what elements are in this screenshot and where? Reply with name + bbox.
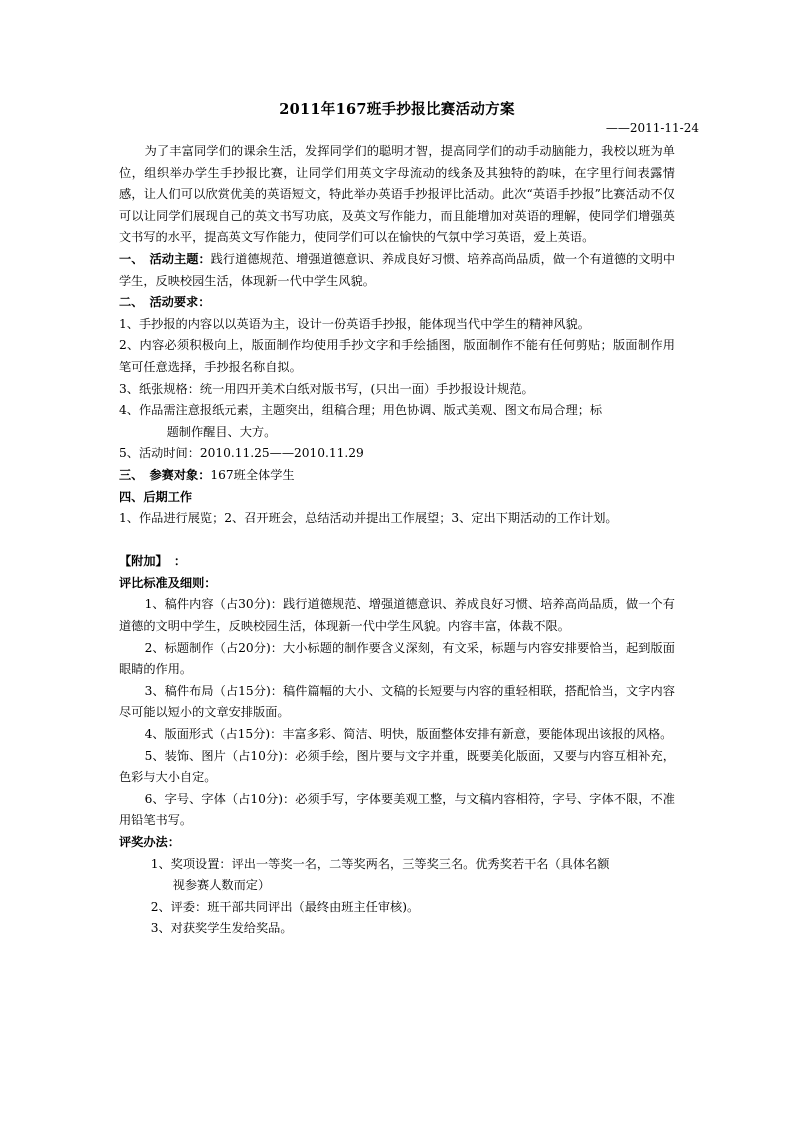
section-theme-label: 一、 活动主题：: [119, 251, 211, 266]
intro-paragraph: 为了丰富同学们的课余生活，发挥同学们的聪明才智，提高同学们的动手动脑能力，我校以班为单位，组织举办学生手抄报比赛，让同学们用英文字母流动的线条及其独特的韵味，在字里行间表露情感，让人们可以欣赏优美的英语短文，特此举办英语手抄报评比活动。此次“英语手抄报”比赛活动不仅可以让同学们展现自己的英文书写功底，及英文写作能力，而且能增加对英语的理解，使同学们增强英文书写的水平，提高英文写作能力，使同学们可以在愉快的气氛中学习英语，爱上英语。: [119, 144, 675, 245]
section-participants-label: 三、 参赛对象：: [119, 467, 211, 482]
award-title: 评奖办法：: [119, 835, 180, 849]
document-body: [119, 141, 675, 940]
section-followup-label: 四、后期工作: [119, 489, 193, 504]
requirement-item: 2、内容必须积极向上，版面制作均使用手抄文字和手绘插图，版面制作不能有任何剪贴；版面制作用笔可任意选择，手抄报名称自拟。: [119, 338, 675, 374]
award-item: 2、评委：班干部共同评出（最终由班主任审核)。: [150, 899, 420, 914]
section-requirements-label: 二、 活动要求：: [119, 295, 211, 310]
criteria-item: 2、标题制作（占20分)：大小标题的制作要含义深刻，有文采，标题与内容安排要恰当，起到版面眼睛的作用。: [119, 640, 675, 677]
criteria-item: 1、稿件内容（占30分)：践行道德规范、增强道德意识、养成良好习惯、培养高尚品质，做一个有道德的文明中学生，反映校园生活，体现新一代中学生风貌。内容丰富，体裁不限。: [119, 597, 675, 634]
section-participants: [119, 465, 675, 487]
appendix-label: 【附加】 ：: [119, 554, 187, 569]
requirement-item: 3、纸张规格：统一用四开美术白纸对版书写，(只出一面）手抄报设计规范。: [119, 381, 534, 396]
section-theme: [119, 249, 675, 292]
criteria-item: 5、装饰、图片（占10分)：必须手绘，图片要与文字并重，既要美化版面，又要与内容互相补充，色彩与大小自定。: [119, 748, 675, 785]
requirement-item: 1、手抄报的内容以以英语为主，设计一份英语手抄报，能体现当代中学生的精神风貌。: [119, 316, 590, 331]
requirement-item: 4、作品需注意报纸元素，主题突出，组稿合理；用色协调、版式美观、图文布局合理；标: [119, 403, 603, 418]
spacer: [119, 530, 675, 552]
criteria-item: 3、稿件布局（占15分)：稿件篇幅的大小、文稿的长短要与内容的重轻相联，搭配恰当，文字内容尽可能以短小的文章安排版面。: [119, 683, 675, 720]
followup-text: 1、作品进行展览；2、召开班会，总结活动并提出工作展望；3、定出下期活动的工作计划。: [119, 511, 618, 526]
criteria-title: 评比标准及细则：: [119, 575, 217, 590]
requirement-item: 5、活动时间：2010.11.25——2010.11.29: [119, 446, 364, 461]
section-theme-text: 践行道德规范、增强道德意识、养成良好习惯、培养高尚品质，做一个有道德的文明中学生，反映校园生活，体现新一代中学生风貌。: [119, 251, 676, 288]
section-participants-text: 167班全体学生: [210, 467, 295, 482]
criteria-item: 4、版面形式（占15分)：丰富多彩、简洁、明快，版面整体安排有新意，要能体现出该报的风格。: [144, 727, 673, 742]
award-item: 1、奖项设置：评出一等奖一名，二等奖两名，三等奖三名。优秀奖若干名（具体名额: [150, 856, 610, 871]
document-title: 2011年167班手抄报比赛活动方案: [279, 101, 515, 118]
criteria-item: 6、字号、字体（占10分)：必须手写，字体要美观工整，与文稿内容相符，字号、字体不限，不准用铅笔书写。: [119, 791, 675, 828]
award-item: 3、对获奖学生发给奖品。: [150, 921, 293, 936]
requirement-item-continued: 题制作醒目、大方。: [166, 424, 277, 439]
document-date: ——2011-11-24: [605, 121, 699, 135]
award-item-continued: 视参赛人数而定）: [172, 878, 271, 893]
